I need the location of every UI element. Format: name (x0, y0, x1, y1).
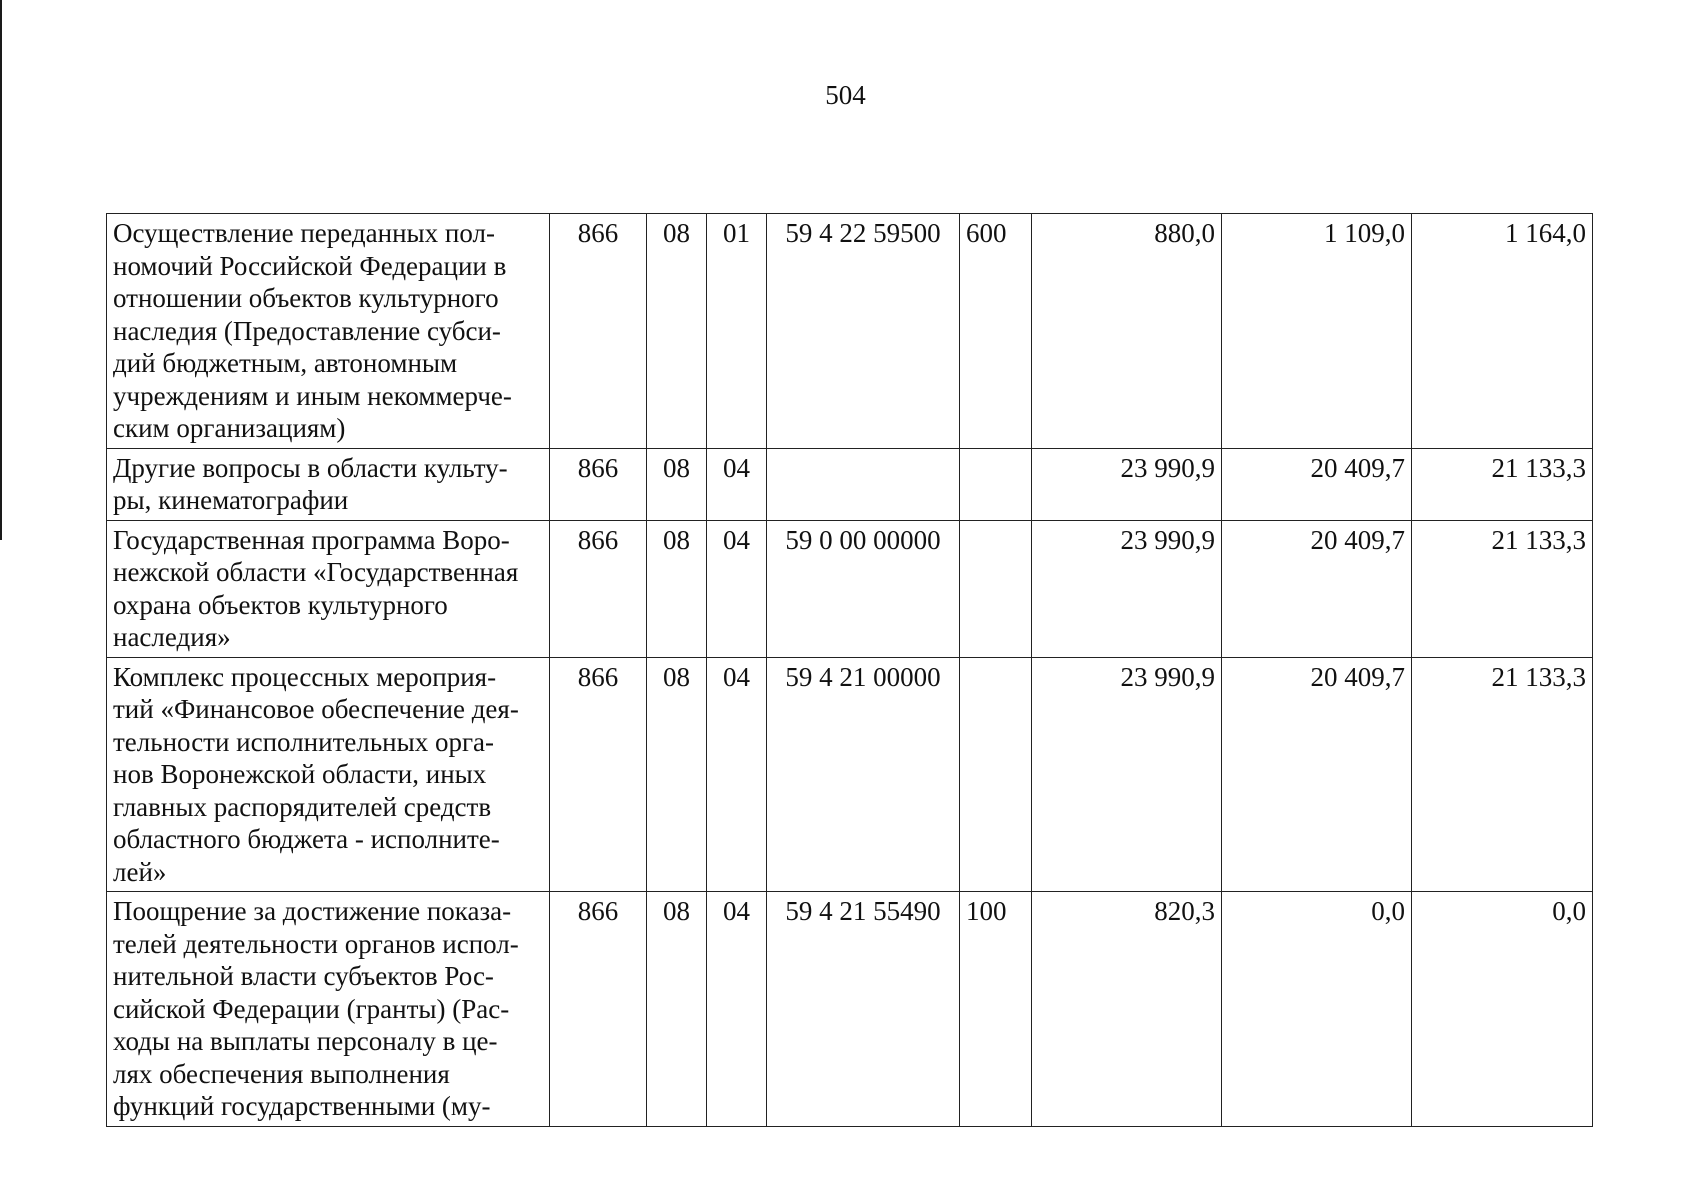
target-article-cell: 59 0 00 00000 (767, 520, 960, 657)
grbs-code-cell: 866 (550, 448, 647, 520)
target-article-cell: 59 4 22 59500 (767, 214, 960, 449)
item-name-line: тельности исполнительных орга- (113, 726, 495, 757)
item-name-line: тий «Финансовое обеспечение дея- (113, 694, 519, 724)
grbs-code-cell: 866 (550, 214, 647, 449)
item-name-line: ры, кинематографии (113, 485, 349, 515)
item-name-line: Государственная программа Воро- (113, 524, 510, 555)
item-name-line: отношении объектов культурного (113, 283, 499, 313)
subsection-code-cell: 04 (707, 892, 767, 1127)
table-row (107, 892, 1593, 1127)
amount-year2-cell: 0,0 (1222, 892, 1412, 1127)
table-row (107, 657, 1593, 892)
item-name-cell (107, 657, 550, 892)
item-name-cell (107, 448, 550, 520)
amount-year3-cell: 1 164,0 (1412, 214, 1593, 449)
item-name-line: телей деятельности органов испол- (113, 928, 519, 959)
item-name-line: охрана объектов культурного (113, 589, 448, 620)
table-row (107, 448, 1593, 520)
item-name-line: лях обеспечения выполнения (113, 1058, 450, 1089)
item-name-line: Осуществление переданных пол- (113, 218, 495, 248)
item-name-line: дий бюджетным, автономным (113, 348, 458, 378)
amount-year1-cell: 820,3 (1032, 892, 1222, 1127)
amount-year2-cell: 20 409,7 (1222, 657, 1412, 892)
section-code-cell: 08 (647, 448, 707, 520)
item-name-line: областного бюджета - исполните- (113, 824, 500, 854)
amount-year3-cell: 0,0 (1412, 892, 1593, 1127)
item-name-line: нов Воронежской области, иных (113, 759, 487, 789)
amount-year1-cell: 880,0 (1032, 214, 1222, 449)
subsection-code-cell: 04 (707, 448, 767, 520)
item-name-line: главных распорядителей средств (113, 791, 492, 822)
subsection-code-cell: 01 (707, 214, 767, 449)
item-name-line: ходы на выплаты персоналу в це- (113, 1026, 498, 1056)
expense-type-cell: 600 (960, 214, 1032, 449)
page-number: 504 (825, 80, 866, 110)
expense-type-cell: 100 (960, 892, 1032, 1127)
section-code-cell: 08 (647, 892, 707, 1127)
item-name-line: Другие вопросы в области культу- (113, 452, 508, 483)
amount-year2-cell: 20 409,7 (1222, 520, 1412, 657)
expense-type-cell (960, 657, 1032, 892)
target-article-cell: 59 4 21 55490 (767, 892, 960, 1127)
item-name-line: сийской Федерации (гранты) (Рас- (113, 993, 510, 1024)
item-name-line: нительной власти субъектов Рос- (113, 961, 494, 991)
subsection-code-cell: 04 (707, 657, 767, 892)
section-code-cell: 08 (647, 657, 707, 892)
target-article-cell (767, 448, 960, 520)
subsection-code-cell: 04 (707, 520, 767, 657)
amount-year2-cell: 1 109,0 (1222, 214, 1412, 449)
grbs-code-cell: 866 (550, 520, 647, 657)
item-name-line: номочий Российской Федерации в (113, 250, 507, 281)
amount-year1-cell: 23 990,9 (1032, 657, 1222, 892)
amount-year2-cell: 20 409,7 (1222, 448, 1412, 520)
item-name-line: ским организациям) (113, 413, 346, 443)
item-name-line: наследия» (113, 622, 231, 652)
item-name-line: лей» (113, 856, 167, 887)
item-name-cell (107, 520, 550, 657)
item-name-line: функций государственными (му- (113, 1091, 491, 1121)
item-name-line: наследия (Предоставление субси- (113, 315, 501, 346)
grbs-code-cell: 866 (550, 657, 647, 892)
item-name-cell (107, 892, 550, 1127)
expense-type-cell (960, 448, 1032, 520)
section-code-cell: 08 (647, 214, 707, 449)
item-name-cell (107, 214, 550, 449)
expense-type-cell (960, 520, 1032, 657)
item-name-line: учреждениям и иным некоммерче- (113, 380, 512, 411)
target-article-cell: 59 4 21 00000 (767, 657, 960, 892)
item-name-line: Поощрение за достижение показа- (113, 896, 512, 926)
table-row (107, 214, 1593, 449)
budget-table (106, 213, 1593, 1127)
item-name-line: нежской области «Государственная (113, 557, 519, 587)
amount-year3-cell: 21 133,3 (1412, 657, 1593, 892)
amount-year1-cell: 23 990,9 (1032, 448, 1222, 520)
grbs-code-cell: 866 (550, 892, 647, 1127)
amount-year3-cell: 21 133,3 (1412, 448, 1593, 520)
amount-year1-cell: 23 990,9 (1032, 520, 1222, 657)
table-row (107, 520, 1593, 657)
section-code-cell: 08 (647, 520, 707, 657)
amount-year3-cell: 21 133,3 (1412, 520, 1593, 657)
item-name-line: Комплекс процессных мероприя- (113, 661, 497, 692)
